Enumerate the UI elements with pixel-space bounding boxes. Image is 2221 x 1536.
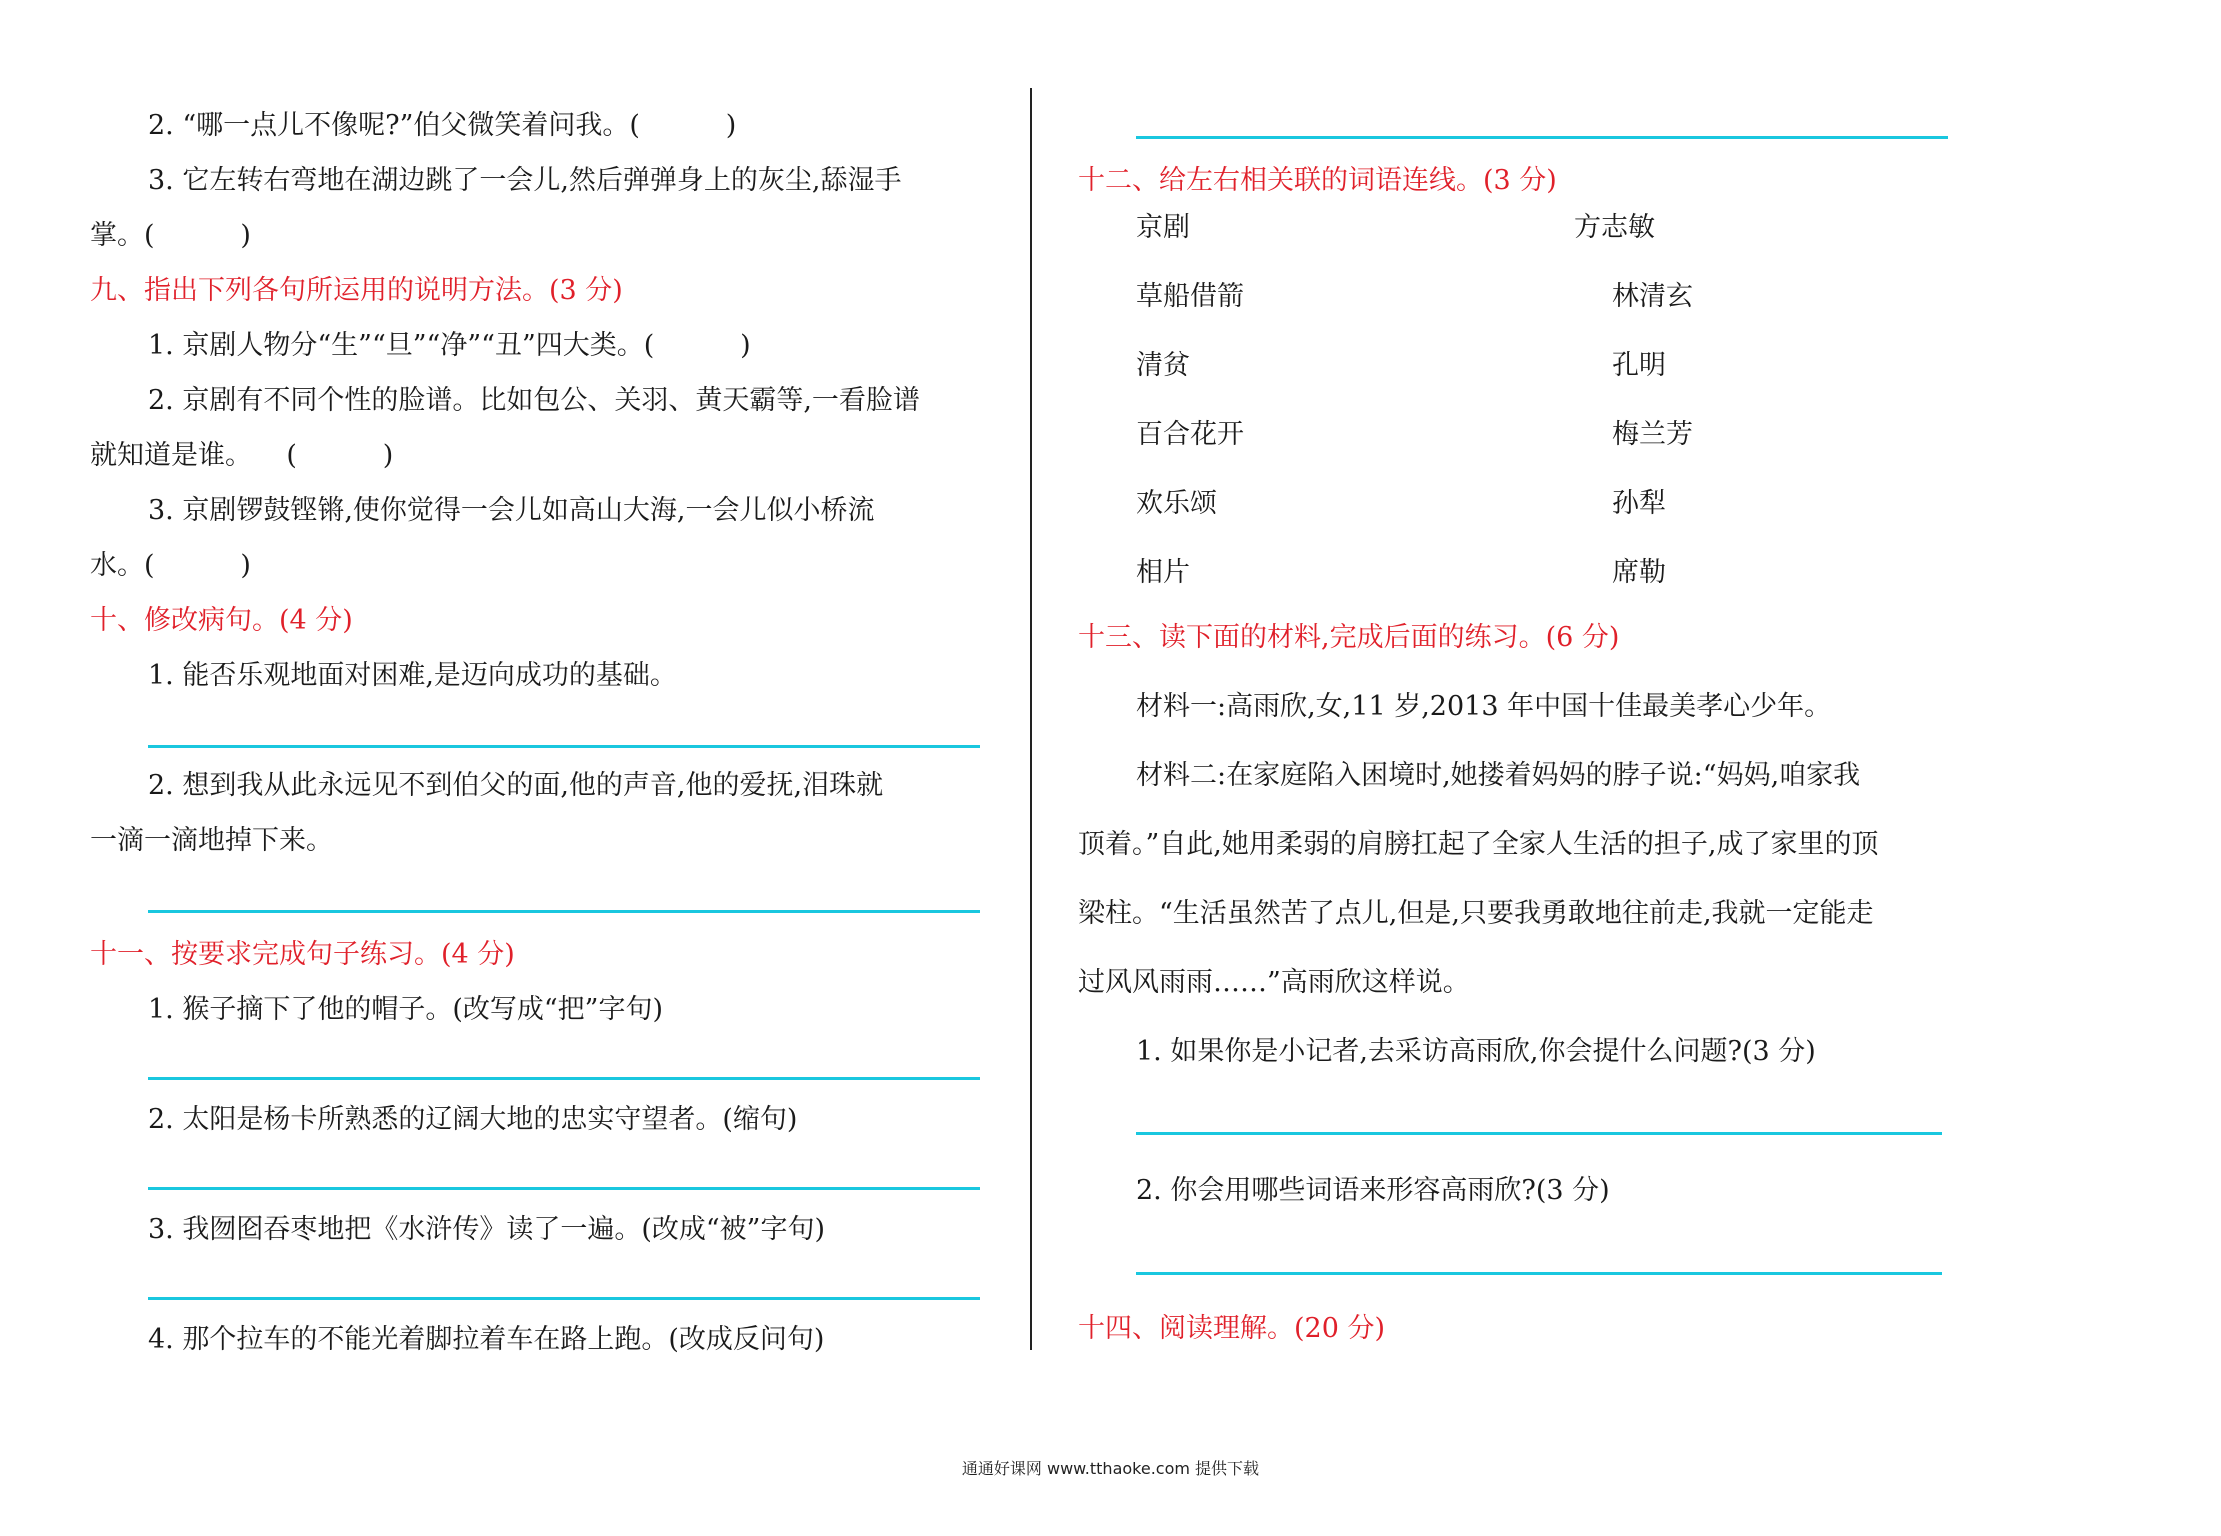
- match-left-term[interactable]: 京剧: [1136, 212, 1190, 243]
- s9-item-2-cont: 就知道是谁。 ( ): [90, 440, 394, 471]
- q8-item-3-cont: 掌。( ): [90, 220, 251, 251]
- match-right-term[interactable]: 林清玄: [1612, 281, 1693, 312]
- match-right-term[interactable]: 方志敏: [1574, 212, 1655, 243]
- material-2-cont: 顶着。”自此,她用柔弱的肩膀扛起了全家人生活的担子,成了家里的顶: [1078, 829, 1879, 860]
- s13-item-1: 1. 如果你是小记者,去采访高雨欣,你会提什么问题?(3 分): [1136, 1036, 1816, 1067]
- match-row: [1078, 484, 1978, 553]
- match-right-term[interactable]: 席勒: [1612, 557, 1666, 588]
- match-left-term[interactable]: 百合花开: [1136, 419, 1244, 450]
- section-9-title: 九、指出下列各句所运用的说明方法。(3 分): [90, 275, 623, 306]
- section-13-title: 十三、读下面的材料,完成后面的练习。(6 分): [1078, 622, 1620, 653]
- s13-item-2: 2. 你会用哪些词语来形容高雨欣?(3 分): [1136, 1175, 1610, 1206]
- s11-item-4: 4. 那个拉车的不能光着脚拉着车在路上跑。(改成反问句): [148, 1324, 825, 1355]
- s11-item-2: 2. 太阳是杨卡所熟悉的辽阔大地的忠实守望者。(缩句): [148, 1104, 798, 1135]
- s10-item-2: 2. 想到我从此永远见不到伯父的面,他的声音,他的爱抚,泪珠就: [148, 770, 884, 801]
- s10-item-2-cont: 一滴一滴地掉下来。: [90, 825, 333, 856]
- s9-item-1: 1. 京剧人物分“生”“旦”“净”“丑”四大类。( ): [148, 330, 751, 361]
- right-column: [1078, 80, 1978, 1356]
- s9-item-3: 3. 京剧锣鼓铿锵,使你觉得一会儿如高山大海,一会儿似小桥流: [148, 495, 875, 526]
- match-left-term[interactable]: 草船借箭: [1136, 281, 1244, 312]
- q8-item-2: 2. “哪一点儿不像呢?”伯父微笑着问我。( ): [148, 110, 737, 141]
- match-right-term[interactable]: 梅兰芳: [1612, 419, 1693, 450]
- match-right-term[interactable]: 孙犁: [1612, 488, 1666, 519]
- section-11-title: 十一、按要求完成句子练习。(4 分): [90, 939, 515, 970]
- s9-item-3-cont: 水。( ): [90, 550, 251, 581]
- section-14-title: 十四、阅读理解。(20 分): [1078, 1313, 1386, 1344]
- s9-item-2: 2. 京剧有不同个性的脸谱。比如包公、关羽、黄天霸等,一看脸谱: [148, 385, 920, 416]
- material-2-cont: 过风风雨雨……”高雨欣这样说。: [1078, 967, 1470, 998]
- s10-item-1: 1. 能否乐观地面对困难,是迈向成功的基础。: [148, 660, 677, 691]
- footer-source: 通通好课网 www.tthaoke.com 提供下载: [961, 1459, 1260, 1478]
- s11-item-3: 3. 我囫囵吞枣地把《水浒传》读了一遍。(改成“被”字句): [148, 1214, 826, 1245]
- section-10-title: 十、修改病句。(4 分): [90, 605, 353, 636]
- s11-item-1: 1. 猴子摘下了他的帽子。(改写成“把”字句): [148, 994, 664, 1025]
- match-row: [1078, 208, 1978, 277]
- match-row: [1078, 346, 1978, 415]
- material-2-cont: 梁柱。“生活虽然苦了点儿,但是,只要我勇敢地往前走,我就一定能走: [1078, 898, 1874, 929]
- column-divider: [1030, 88, 1032, 1350]
- section-12-title: 十二、给左右相关联的词语连线。(3 分): [1078, 165, 1557, 196]
- match-right-term[interactable]: 孔明: [1612, 350, 1666, 381]
- left-column: [90, 80, 980, 1367]
- q8-item-3: 3. 它左转右弯地在湖边跳了一会儿,然后弹弹身上的灰尘,舔湿手: [148, 165, 902, 196]
- matching-pairs: [1078, 208, 1978, 603]
- match-row: [1078, 553, 1978, 603]
- match-left-term[interactable]: 清贫: [1136, 350, 1190, 381]
- material-1: 材料一:高雨欣,女,11 岁,2013 年中国十佳最美孝心少年。: [1136, 691, 1832, 722]
- material-2: 材料二:在家庭陷入困境时,她搂着妈妈的脖子说:“妈妈,咱家我: [1136, 760, 1861, 791]
- match-left-term[interactable]: 相片: [1136, 557, 1190, 588]
- match-row: [1078, 277, 1978, 346]
- match-left-term[interactable]: 欢乐颂: [1136, 488, 1217, 519]
- match-row: [1078, 415, 1978, 484]
